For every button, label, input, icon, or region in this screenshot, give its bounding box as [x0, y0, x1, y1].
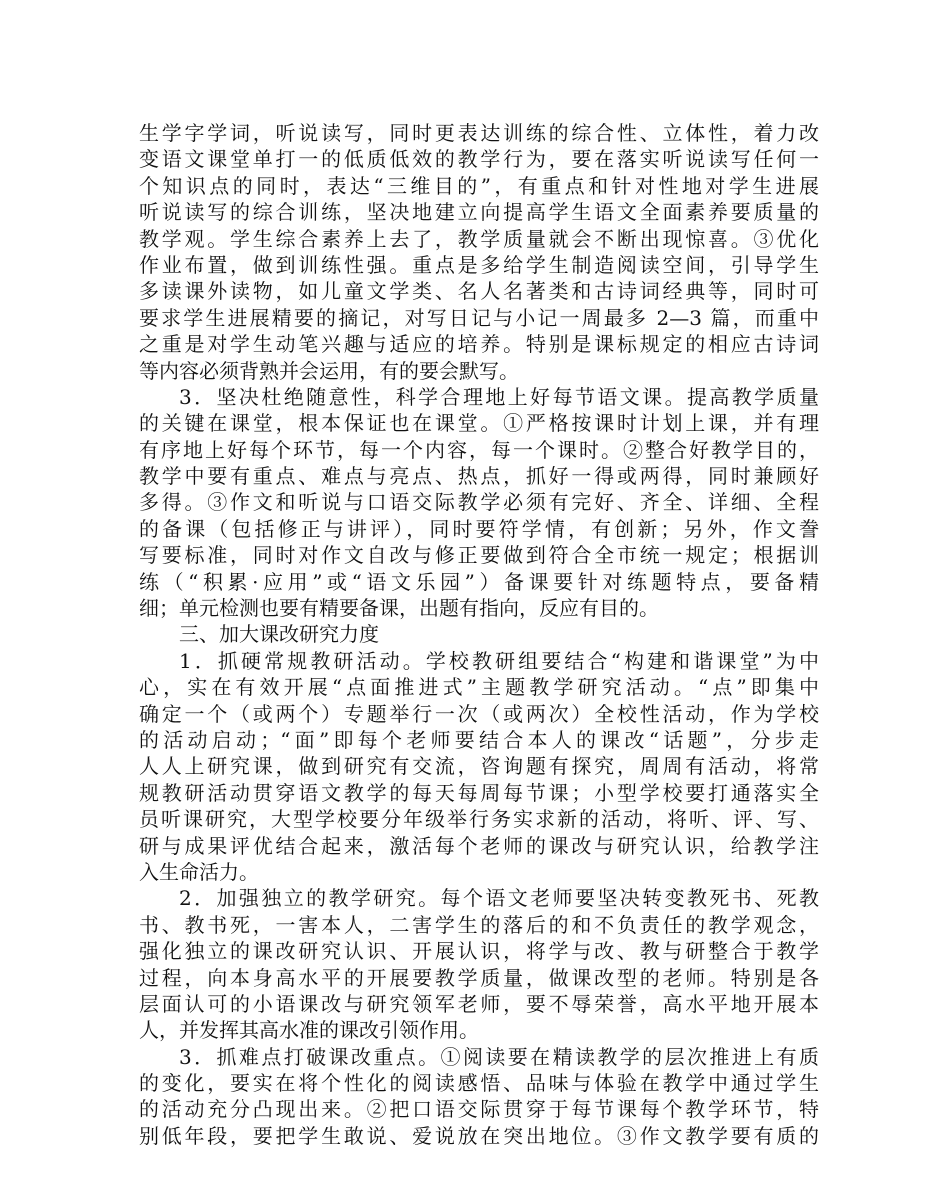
- text-line: 入生命活力。: [139, 859, 259, 884]
- text-line: 生学字学词，听说读写，同时更表达训练的综合性、立体性，着力改: [139, 121, 819, 145]
- text-line: 等内容必须背熟并会运用，有的要会默写。: [139, 358, 519, 383]
- text-line: 多读课外读物，如儿童文学类、名人名著类和古诗词经典等，同时可: [139, 279, 819, 304]
- text-line: 变语文课堂单打一的低质低效的教学行为，要在落实听说读写任何一: [139, 147, 819, 172]
- text-line: 人人上研究课，做到研究有交流，咨询题有探究，周周有活动，将常: [139, 754, 819, 779]
- text-line: 个知识点的同时，表达“三维目的”，有重点和针对性地对学生进展: [139, 173, 819, 198]
- text-line: 强化独立的课改研究认识、开展认识，将学与改、教与研整合于教学: [139, 939, 819, 964]
- text-line: 过程，向本身高水平的开展要教学质量，做课改型的老师。特别是各: [139, 965, 819, 990]
- body-text: [139, 120, 819, 1149]
- text-line: 层面认可的小语课改与研究领军老师，要不辱荣誉，高水平地开展本: [139, 991, 819, 1016]
- text-line: 1．抓硬常规教研活动。学校教研组要结合“构建和谐课堂”为中: [179, 648, 819, 673]
- text-line: 书、教书死，一害本人，二害学生的落后的和不负责任的教学观念，: [139, 912, 819, 937]
- text-line: 教学观。学生综合素养上去了，教学质量就会不断出现惊喜。③优化: [139, 226, 819, 251]
- text-line: 2．加强独立的教学研究。每个语文老师要坚决转变教死书、死教: [179, 886, 819, 911]
- text-line: 的变化，要实在将个性化的阅读感悟、品味与体验在教学中通过学生: [139, 1071, 819, 1096]
- text-line: 的备课（包括修正与讲评），同时要符学情，有创新；另外，作文誊: [139, 516, 819, 541]
- text-line: 的活动启动；“面”即每个老师要结合本人的课改“话题”，分步走: [139, 727, 819, 752]
- text-line: 有序地上好每个环节，每一个内容，每一个课时。②整合好教学目的，: [139, 437, 819, 462]
- text-line: 3．坚决杜绝随意性，科学合理地上好每节语文课。提高教学质量: [179, 384, 819, 409]
- text-line: 确定一个（或两个）专题举行一次（或两次）全校性活动，作为学校: [139, 701, 819, 726]
- text-line: 写要标准，同时对作文自改与修正要做到符合全市统一规定；根据训: [139, 543, 819, 568]
- text-line: 细；单元检测也要有精要备课，出题有指向，反应有目的。: [139, 596, 659, 621]
- text-line: 练（“积累·应用”或“语文乐园”）备课要针对练题特点，要备精: [139, 569, 819, 594]
- text-line: 人，并发挥其高水准的课改引领作用。: [139, 1018, 479, 1043]
- text-line: 的关键在课堂，根本保证也在课堂。①严格按课时计划上课，并有理: [139, 411, 819, 436]
- text-line: 教学中要有重点、难点与亮点、热点，抓好一得或两得，同时兼顾好: [139, 464, 819, 489]
- text-line: 作业布置，做到训练性强。重点是多给学生制造阅读空间，引导学生: [139, 252, 819, 277]
- text-line: 心，实在有效开展“点面推进式”主题教学研究活动。“点”即集中: [139, 675, 819, 700]
- text-line: 研与成果评优结合起来，激活每个老师的课改与研究认识，给教学注: [139, 833, 819, 858]
- text-line: 规教研活动贯穿语文教学的每天每周每节课；小型学校要打通落实全: [139, 780, 819, 805]
- text-line: 要求学生进展精要的摘记，对写日记与小记一周最多 2—3 篇，而重中: [139, 305, 819, 330]
- text-line: 听说读写的综合训练，坚决地建立向提高学生语文全面素养要质量的: [139, 200, 819, 225]
- text-line: 3．抓难点打破课改重点。①阅读要在精读教学的层次推进上有质: [179, 1044, 819, 1069]
- text-line: 三、加大课改研究力度: [179, 622, 379, 647]
- text-line: 的活动充分凸现出来。②把口语交际贯穿于每节课每个教学环节，特: [139, 1097, 819, 1122]
- text-line: 之重是对学生动笔兴趣与适应的培养。特别是课标规定的相应古诗词: [139, 332, 819, 357]
- text-line: 员听课研究，大型学校要分年级举行务实求新的活动，将听、评、写、: [139, 807, 819, 832]
- text-line: 多得。③作文和听说与口语交际教学必须有完好、齐全、详细、全程: [139, 490, 819, 515]
- text-line: 别低年段，要把学生敢说、爱说放在突出地位。③作文教学要有质的: [139, 1123, 819, 1148]
